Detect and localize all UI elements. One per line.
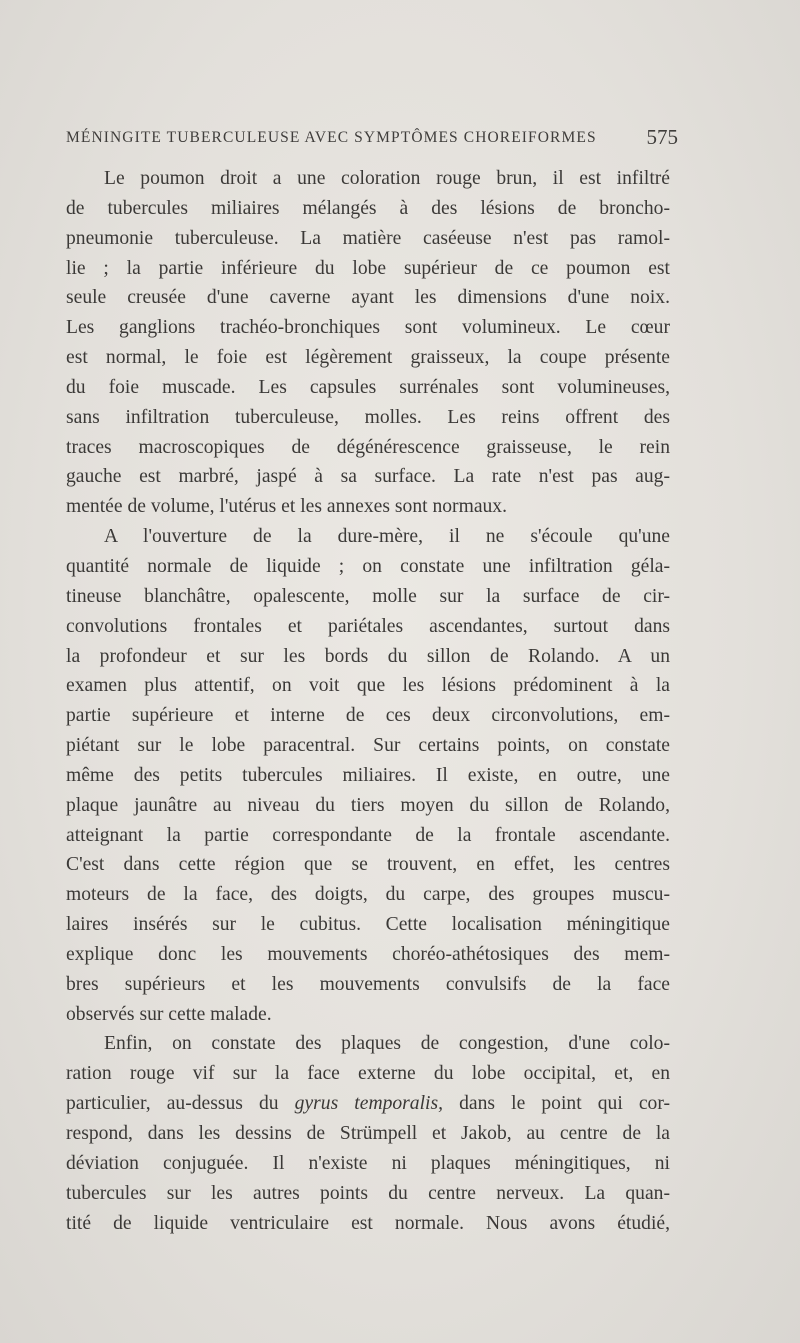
text-line: tineuse blanchâtre, opalescente, molle sur la surface de cir- [66,585,670,607]
running-title: MÉNINGITE TUBERCULEUSE AVEC SYMPTÔMES CHOREIFORMES [66,129,597,146]
text-line: tubercules sur les autres points du centre nerveux. La quan- [66,1182,670,1204]
text-line: mentée de volume, l'utérus et les annexes sont normaux. [66,496,508,518]
text-line: quantité normale de liquide ; on constate une infiltration géla- [66,555,670,577]
line-segment: dans le point qui cor- [459,1093,670,1115]
text-line-mixed [66,1089,670,1119]
text-line: du foie muscade. Les capsules surrénales sont volumineuses, [66,376,670,398]
text-line: Le poumon droit a une coloration rouge brun, il est infiltré [104,168,670,189]
text-line: respond, dans les dessins de Strümpell et Jakob, au centre de la [66,1123,670,1144]
text-line: A l'ouverture de la dure-mère, il ne s'écoule qu'une [104,526,670,548]
text-line: ration rouge vif sur la face externe du lobe occipital, et, en [66,1063,670,1085]
line-segment: particulier, au-dessus du [66,1093,279,1115]
text-line: convolutions frontales et pariétales ascendantes, surtout dans [66,615,670,637]
text-line: Les ganglions trachéo-bronchiques sont volumineux. Le cœur [66,317,670,339]
text-line: déviation conjuguée. Il n'existe ni plaques méningitiques, ni [66,1152,670,1174]
text-line: examen plus attentif, on voit que les lésions prédominent à la [66,675,670,697]
running-head [66,125,678,155]
text-line: observés sur cette malade. [66,1003,272,1025]
text-line: plaque jaunâtre au niveau du tiers moyen du sillon de Rolando, [66,794,670,816]
text-line: est normal, le foie est légèrement graisseux, la coupe présente [66,347,670,369]
text-line: piétant sur le lobe paracentral. Sur certains points, on constate [66,735,670,757]
text-line: lie ; la partie inférieure du lobe supérieur de ce poumon est [66,257,670,279]
text-line: bres supérieurs et les mouvements convulsifs de la face [66,973,670,995]
italic-term: gyrus temporalis, [294,1093,444,1115]
text-line: gauche est marbré, jaspé à sa surface. La rate n'est pas aug- [66,466,670,488]
text-line: seule creusée d'une caverne ayant les dimensions d'une noix. [66,287,670,309]
text-line: explique donc les mouvements choréo-athétosiques des mem- [66,943,670,965]
page-number: 575 [646,125,678,149]
text-line: laires insérés sur le cubitus. Cette localisation méningitique [66,914,670,936]
text-line: moteurs de la face, des doigts, du carpe, des groupes muscu- [66,884,670,906]
text-line: atteignant la partie correspondante de la frontale ascendante. [66,824,670,846]
body-text [66,164,670,1238]
text-line: traces macroscopiques de dégénérescence graisseuse, le rein [66,436,670,458]
text-line: sans infiltration tuberculeuse, molles. Les reins offrent des [66,406,670,428]
text-line: tité de liquide ventriculaire est normale. Nous avons étudié, [66,1212,670,1234]
text-line: C'est dans cette région que se trouvent, en effet, les centres [66,854,670,876]
text-line: pneumonie tuberculeuse. La matière caséeuse n'est pas ramol- [66,227,670,249]
text-line: même des petits tubercules miliaires. Il existe, en outre, une [66,764,670,786]
text-line: de tubercules miliaires mélangés à des lésions de broncho- [66,197,670,219]
text-line: partie supérieure et interne de ces deux circonvolutions, em- [66,705,670,727]
text-line: la profondeur et sur les bords du sillon de Rolando. A un [66,645,670,667]
text-line: Enfin, on constate des plaques de congestion, d'une colo- [104,1033,670,1055]
